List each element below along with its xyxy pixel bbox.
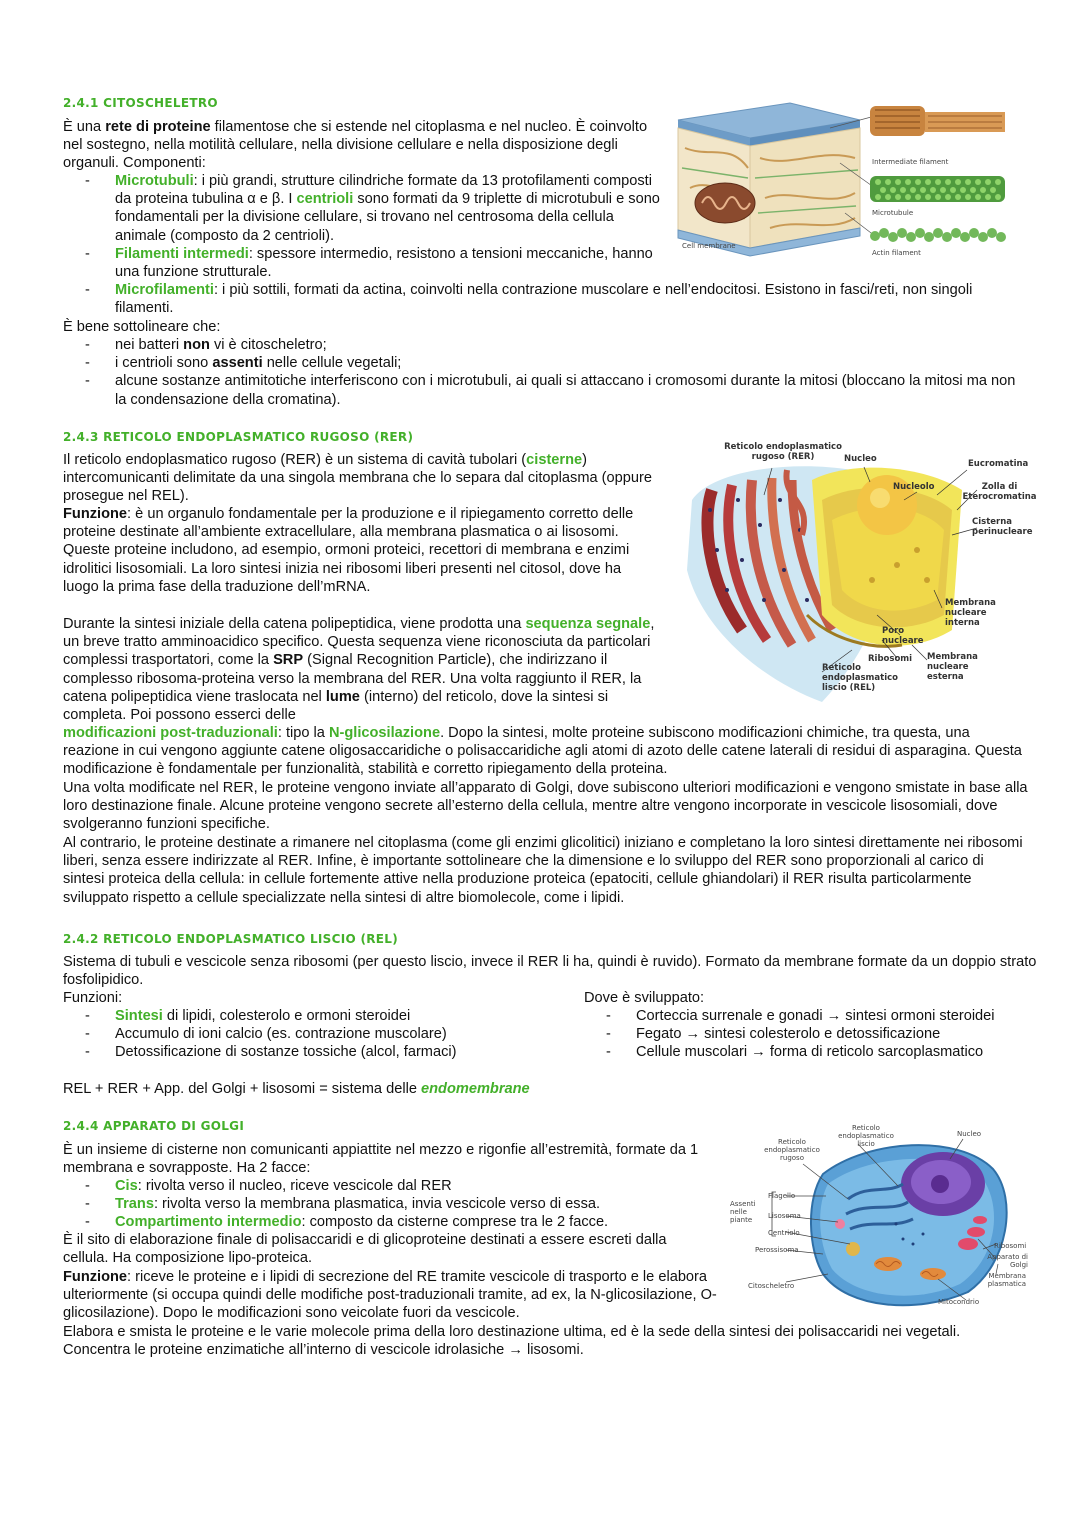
list-item: - Compartimento intermedio: composto da cisterne comprese tra le 2 facce. xyxy=(63,1213,723,1231)
endomembrane-summary: REL + RER + App. del Golgi + lisosomi = sistema delle endomembrane xyxy=(63,1081,530,1097)
rel-intro: Sistema di tubuli e vescicole senza ribosomi (per questo liscio, invece il RER li ha, quindi è ruvido). Formato da membrane formate da un doppio strato fosfolipidico. xyxy=(63,954,1037,989)
rer-synthesis-a: Durante la sintesi iniziale della catena polipeptidica, viene prodotta una sequenza segnale, un breve tratto amminoacidico specifico. Questa sequenza viene riconosciuta da particolari complessi trasportatori, come la SRP (Signal Recognition Particle), che indirizzano il complesso ribosoma-proteina verso la membrana del RER. Una volta raggiunto il RER, la catena polipeptidica viene traslocata nel lume (interno) del reticolo, dove la sintesi si completa. Poi possono esserci delle xyxy=(63,616,655,724)
rer-figure xyxy=(672,440,1042,710)
label-membrana-plasmatica: Membrana plasmatica xyxy=(987,1272,1026,1288)
label-poro: Poro nucleare xyxy=(882,626,924,646)
label-rer: Reticolo endoplasmatico rugoso (RER) xyxy=(724,442,842,462)
label-golgi-nucleo: Nucleo xyxy=(957,1130,982,1138)
rer-golgi-routing: Una volta modificate nel RER, le proteine vengono inviate all’apparato di Golgi, dove subiscono ulteriori modificazioni e vengono smistate in base alla loro destinazione finale. Alcune proteine vengono secrete all’esterno della cellula, mentre altre vengono incorporate in vescicole lisosomiali, dove svolgeranno funzioni specifiche. xyxy=(63,780,1028,833)
list-item: - Accumulo di ioni calcio (es. contrazione muscolare) xyxy=(63,1025,553,1043)
list-item: - Trans: rivolta verso la membrana plasmatica, invia vescicole verso di essa. xyxy=(63,1195,723,1213)
golgi-intro: È un insieme di cisterne non comunicanti appiattite nel mezzo e rigonfie all’estremità, formate da 1 membrana e sovrapposte. Ha 2 facce: xyxy=(63,1142,699,1177)
label-citoscheletro: Citoscheletro xyxy=(748,1282,795,1290)
label-lisosoma: Lisosoma xyxy=(768,1212,801,1220)
section-heading-rer: 2.4.3 RETICOLO ENDOPLASMATICO RUGOSO (RER) xyxy=(63,430,414,444)
list-item: - Microtubuli: i più grandi, strutture cilindriche formate da 13 protofilamenti composti da proteina tubulina α e β. I centrioli sono formati da 9 triplette di microtubuli e sono fondamentali per la divisione cellulare, si trovano nel centrosoma della cellula animale (composto da 2 centrioli). xyxy=(63,172,663,245)
label-nucleolo: Nucleolo xyxy=(893,482,935,492)
citoscheletro-note-intro: È bene sottolineare che: xyxy=(63,319,221,335)
citoscheletro-components-b xyxy=(63,281,1023,317)
list-item: - Detossificazione di sostanze tossiche (alcol, farmaci) xyxy=(63,1043,553,1061)
golgi-function: Funzione: riceve le proteine e i lipidi di secrezione del RE tramite vescicole di trasporto e le elabora ulteriormente (si occupa quindi delle modifiche post-traduzionali tramite, ad ex, la N-glicosilazione, O-glicosilazione). Dopo le modificazioni sono veicolate fuori da vescicole. xyxy=(63,1269,717,1322)
label-golgi-ribosomi: Ribosomi xyxy=(994,1242,1027,1250)
label-microtubule: Microtubule xyxy=(872,209,914,217)
label-ribosomi: Ribosomi xyxy=(868,654,913,664)
rel-funzioni-label: Funzioni: xyxy=(63,990,123,1006)
label-centriolo: Centriolo xyxy=(768,1229,800,1237)
label-rel: Reticolo endoplasmatico liscio (REL) xyxy=(822,663,898,693)
golgi-site: È il sito di elaborazione finale di polisaccaridi e di glicoproteine destinati a essere escreti dalla cellula. Ha composizione lipo-proteica. xyxy=(63,1232,667,1267)
list-item: - Fegato → sintesi colesterolo e detossificazione xyxy=(584,1025,1044,1043)
label-perossisoma: Perossisoma xyxy=(755,1246,799,1254)
citoscheletro-components-a xyxy=(63,172,663,281)
section-heading-citoscheletro: 2.4.1 CITOSCHELETRO xyxy=(63,96,218,110)
label-flagello: Flagello xyxy=(768,1192,796,1200)
citoscheletro-notes xyxy=(63,336,1023,409)
list-item: - Sintesi di lipidi, colesterolo e ormoni steroidei xyxy=(63,1007,553,1025)
label-reticolo-rugoso: Reticolo endoplasmatico rugoso xyxy=(764,1138,820,1162)
golgi-faces xyxy=(63,1177,723,1232)
list-item: - nei batteri non vi è citoscheletro; xyxy=(63,336,1023,354)
rel-dove-label: Dove è sviluppato: xyxy=(584,990,705,1006)
list-item: - Microfilamenti: i più sottili, formati da actina, coinvolti nella contrazione muscolare e nell’endocitosi. Esistono in fasci/reti, non singoli filamenti. xyxy=(63,281,1023,317)
label-reticolo-liscio: Reticolo endoplasmatico liscio xyxy=(838,1124,894,1148)
label-actin-filament: Actin filament xyxy=(872,249,921,257)
label-nucleo: Nucleo xyxy=(844,454,877,464)
cell-figure xyxy=(728,1114,1028,1314)
list-item: - Cis: rivolta verso il nucleo, riceve vescicole dal RER xyxy=(63,1177,723,1195)
rer-free-ribosomes: Al contrario, le proteine destinate a rimanere nel citoplasma (come gli enzimi glicolitici) iniziano e completano la loro sintesi direttamente nei ribosomi liberi, senza essere indirizzate al RER. Infine, è importante sottolineare che la dimensione e lo sviluppo del RER sono proporzionali al carico di sintesi proteica della cellula: in cellule fortemente attive nella produzione proteica (epatociti, cellule ghiandolari) il RER risulta particolarmente sviluppato rispetto a cellule specializzate nella sintesi di altre biomolecole, come i lipidi. xyxy=(63,835,1023,906)
label-intermediate-filament: Intermediate filament xyxy=(872,158,949,166)
label-membrana-esterna: Membrana nucleare esterna xyxy=(927,652,978,682)
label-membrana-interna: Membrana nucleare interna xyxy=(945,598,996,628)
rer-function: Funzione: è un organulo fondamentale per la produzione e il ripiegamento corretto delle proteine destinate all’ambiente extracellulare, alla membrana plasmatica o ai lisosomi. Queste proteine includono, ad esempio, ormoni proteici, recettori di membrana e enzimi idrolitici lisosomiali. La loro sintesi inizia nei ribosomi liberi presenti nel citosol, dove ha luogo la prima fase della traduzione dell’mRNA. xyxy=(63,506,634,595)
list-item: - Cellule muscolari → forma di reticolo sarcoplasmatico xyxy=(584,1043,1044,1061)
rer-synthesis-b: modificazioni post-traduzionali: tipo la N-glicosilazione. Dopo la sintesi, molte proteine subiscono modificazioni chimiche, tra questa, una reazione in cui vengono aggiunte catene oligosaccaridiche o polisaccaridiche agli atomi di azoto delle catene laterali di residui di asparagina. Questa modificazione è fondamentale per funzionalità, stabilità e corretto ripiegamento della proteina. xyxy=(63,725,1022,778)
list-item: - Filamenti intermedi: spessore intermedio, resistono a tensioni meccaniche, hanno una funzione strutturale. xyxy=(63,245,663,281)
list-item: - Corteccia surrenale e gonadi → sintesi ormoni steroidei xyxy=(584,1007,1044,1025)
label-mitocondrio: Mitocondrio xyxy=(938,1298,980,1306)
section-heading-rel: 2.4.2 RETICOLO ENDOPLASMATICO LISCIO (REL) xyxy=(63,932,398,946)
label-cisterna: Cisterna perinucleare xyxy=(972,517,1033,537)
cytoskeleton-figure xyxy=(670,98,1010,268)
label-assenti: Assenti nelle piante xyxy=(730,1200,756,1224)
list-item: - alcune sostanze antimitotiche interferiscono con i microtubuli, ai quali si attaccano i cromosomi durante la mitosi (bloccano la mitosi ma non la condensazione della cromatina). xyxy=(63,372,1023,408)
rer-intro: Il reticolo endoplasmatico rugoso (RER) è un sistema di cavità tubolari (cisterne) intercomunicanti delimitate da una singola membrana che lo separa dal citoplasma (oppure prosegue nel REL). xyxy=(63,452,652,505)
section-heading-golgi: 2.4.4 APPARATO DI GOLGI xyxy=(63,1119,245,1133)
label-apparato-golgi: Apparato di Golgi xyxy=(987,1253,1028,1269)
golgi-role: Elabora e smista le proteine e le varie molecole prima della loro destinazione ultima, ed è la sede della sintesi dei polisaccaridi nei vegetali. Concentra le proteine enzimatiche all’interno di vescicole idrolasiche → lisosomi. xyxy=(63,1324,961,1359)
citoscheletro-intro: È una rete di proteine filamentose che si estende nel citoplasma e nel nucleo. È coinvolto nel sostegno, nella motilità cellulare, nella divisione cellulare e nella disposizione degli organuli. Componenti: xyxy=(63,119,648,172)
rel-funzioni-list xyxy=(63,1007,553,1062)
list-item: - i centrioli sono assenti nelle cellule vegetali; xyxy=(63,354,1023,372)
rel-dove-list xyxy=(584,1007,1044,1062)
label-eucromatina: Eucromatina xyxy=(968,459,1029,469)
label-cell-membrane: Cell membrane xyxy=(682,242,736,250)
label-zolla: Zolla di Eterocromatina xyxy=(962,482,1037,502)
